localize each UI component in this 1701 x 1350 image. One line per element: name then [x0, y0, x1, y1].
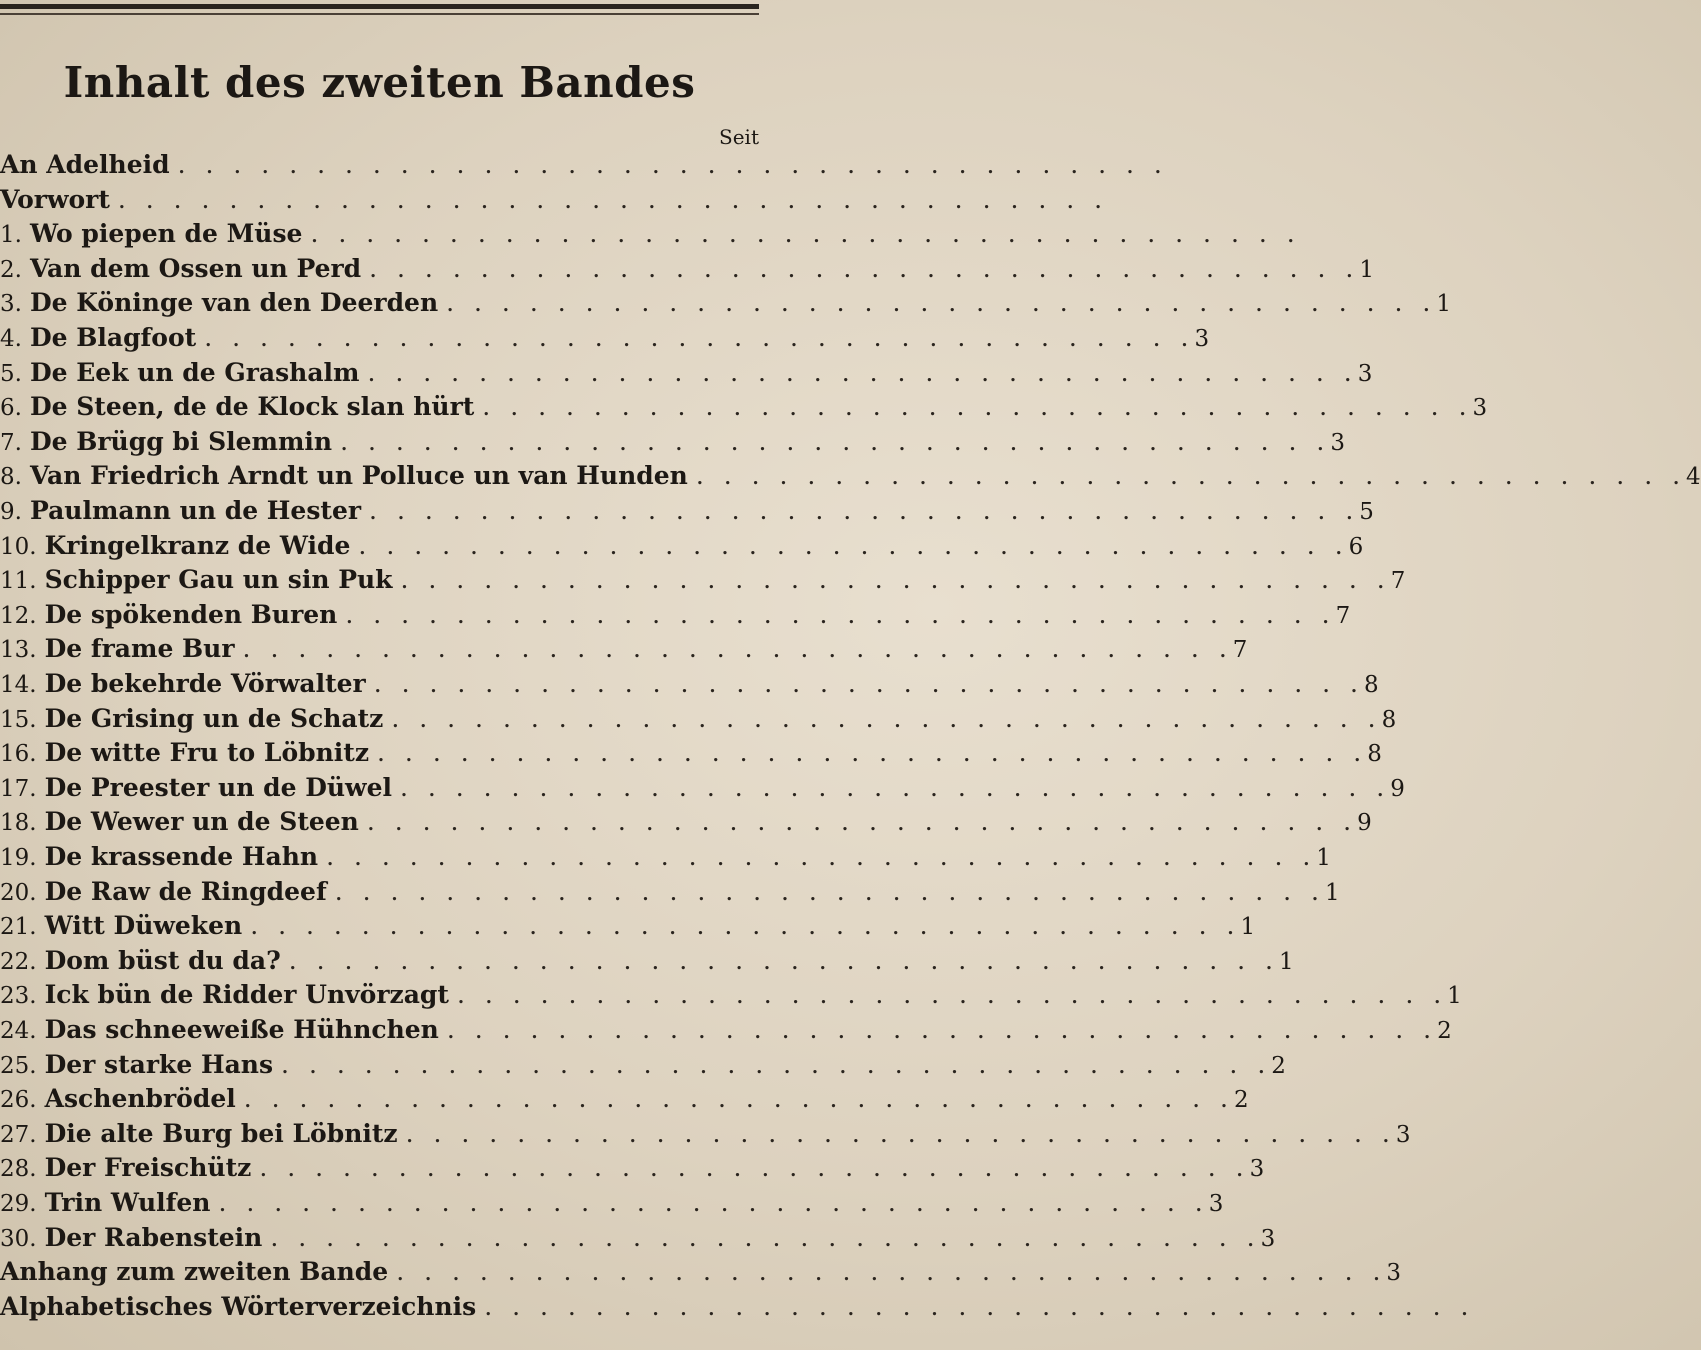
toc-entry	[0, 1254, 1402, 1289]
entry-number: 20.	[0, 879, 37, 906]
entry-title: De spökenden Buren	[44, 599, 338, 629]
entry-number: 21.	[0, 914, 37, 941]
toc-entry	[0, 874, 1340, 909]
entry-page: 3	[1249, 1156, 1265, 1183]
entry-page: 8	[1367, 741, 1382, 768]
leader-dots: . . . . . . . . . . . . . . . . . . . . . . . . . . . . . . . . . . . .	[446, 288, 1437, 318]
entry-page: 2	[1437, 1018, 1452, 1044]
leader-dots: . . . . . . . . . . . . . . . . . . . . . . . . . . . . . . . . . . . .	[358, 530, 1349, 560]
entry-title: De Steen, de de Klock slan hürt	[29, 392, 475, 422]
toc-entry	[0, 770, 1405, 805]
leader-dots: . . . . . . . . . . . . . . . . . . . . . . . . . . . . . . . . . . . .	[310, 219, 1301, 249]
entry-page: 3	[1386, 1260, 1402, 1287]
entry-title: Kringelkranz de Wide	[44, 530, 351, 560]
entry-title: Der Freischütz	[44, 1153, 252, 1183]
leader-dots: . . . . . . . . . . . . . . . . . . . . . . . . . . . . . . . . . . . .	[117, 184, 1109, 214]
entry-title: Vorwort	[0, 184, 110, 214]
top-rule-thin	[0, 13, 759, 15]
toc-entry	[0, 251, 1375, 286]
entry-page: 1	[1359, 256, 1375, 283]
toc-entry	[0, 389, 1488, 424]
entry-page: 4	[1686, 464, 1701, 491]
entry-page: 3	[1330, 429, 1345, 456]
entry-page: 8	[1363, 672, 1379, 698]
entry-number: 7.	[0, 429, 22, 456]
entry-page: 7	[1232, 637, 1248, 664]
entry-title: Van dem Ossen un Perd	[29, 253, 362, 283]
entry-page: 5	[1359, 499, 1374, 525]
entry-title: Der Rabenstein	[44, 1222, 263, 1252]
entry-number: 6.	[0, 395, 22, 422]
entry-page: 3	[1208, 1191, 1224, 1217]
entry-page: 1	[1240, 914, 1256, 941]
entry-number: 16.	[0, 741, 37, 768]
toc-entry	[0, 735, 1382, 770]
entry-title: De krassende Hahn	[44, 842, 319, 871]
leader-dots: . . . . . . . . . . . . . . . . . . . . . . . . . . . . . . . . . . . .	[177, 150, 1168, 179]
entry-title: An Adelheid	[0, 150, 170, 179]
toc-entry	[0, 424, 1345, 459]
leader-dots: . . . . . . . . . . . . . . . . . . . . . . . . . . . . . . . . . . . .	[366, 807, 1358, 837]
leader-dots: . . . . . . . . . . . . . . . . . . . . . . . . . . . . . . . . . . . .	[405, 1118, 1396, 1148]
entry-title: Trin Wulfen	[44, 1188, 211, 1217]
leader-dots: . . . . . . . . . . . . . . . . . . . . . . . . . . . . . . . . . . . .	[396, 1257, 1387, 1287]
leader-dots: . . . . . . . . . . . . . . . . . . . . . . . . . . . . . . . . . . . .	[400, 565, 1391, 595]
entry-page: 9	[1390, 775, 1405, 802]
leader-dots: . . . . . . . . . . . . . . . . . . . . . . . . . . . . . . . . . . . .	[218, 1188, 1209, 1217]
toc-entry	[0, 562, 1406, 597]
toc-entry	[0, 666, 1379, 701]
leader-dots: . . . . . . . . . . . . . . . . . . . . . . . . . . . . . . . . . . . .	[367, 357, 1358, 387]
entry-number: 3.	[0, 291, 22, 318]
leader-dots: . . . . . . . . . . . . . . . . . . . . . . . . . . . . . . . . . . . .	[281, 1049, 1272, 1079]
leader-dots: . . . . . . . . . . . . . . . . . . . . . . . . . . . . . . . . . . . .	[484, 1291, 1475, 1321]
leader-dots: . . . . . . . . . . . . . . . . . . . . . . . . . . . . . . . . . . . .	[270, 1222, 1261, 1252]
entry-title: Dom büst du da?	[44, 945, 281, 975]
entry-title: Paulmann un de Hester	[29, 496, 362, 525]
entry-number: 1.	[0, 222, 22, 249]
toc-entry	[0, 182, 1109, 217]
entry-title: Ick bün de Ridder Unvörzagt	[44, 980, 449, 1010]
entry-title: Anhang zum zweiten Bande	[0, 1257, 389, 1287]
entry-page: 8	[1381, 706, 1397, 733]
entry-title: Aschenbrödel	[44, 1084, 236, 1114]
entry-title: Witt Düweken	[44, 911, 243, 941]
leader-dots: . . . . . . . . . . . . . . . . . . . . . . . . . . . . . . . . . . . .	[369, 253, 1360, 283]
leader-dots: . . . . . . . . . . . . . . . . . . . . . . . . . . . . . . . . . . . .	[446, 1015, 1438, 1044]
leader-dots: . . . . . . . . . . . . . . . . . . . . . . . . . . . . . . . . . . . .	[242, 634, 1233, 664]
leader-dots: . . . . . . . . . . . . . . . . . . . . . . . . . . . . . . . . . . . .	[243, 1084, 1234, 1114]
toc-entry	[0, 839, 1331, 874]
entry-page: 1	[1316, 845, 1331, 871]
entry-title: De Köninge van den Deerden	[29, 288, 439, 318]
entry-page: 7	[1390, 568, 1406, 595]
entry-title: Alphabetisches Wörterverzeichnis	[0, 1291, 477, 1321]
entry-number: 11.	[0, 568, 37, 595]
toc-entry	[0, 804, 1372, 839]
entry-number: 27.	[0, 1121, 37, 1148]
leader-dots: . . . . . . . . . . . . . . . . . . . . . . . . . . . . . . . . . . . .	[345, 599, 1336, 629]
leader-dots: . . . . . . . . . . . . . . . . . . . . . . . . . . . . . . . . . . . .	[326, 842, 1317, 871]
toc-entry	[0, 908, 1256, 943]
entry-number: 2.	[0, 256, 22, 283]
entry-page: 1	[1279, 948, 1294, 975]
entry-number: 8.	[0, 464, 22, 491]
leader-dots: . . . . . . . . . . . . . . . . . . . . . . . . . . . . . . . . . . . .	[288, 945, 1279, 975]
entry-title: De Blagfoot	[29, 323, 197, 352]
toc-entry	[0, 1185, 1224, 1220]
toc-entry	[0, 977, 1462, 1012]
entry-title: De witte Fru to Löbnitz	[44, 738, 370, 768]
entry-number: 5.	[0, 360, 22, 387]
toc-entry	[0, 216, 1301, 251]
toc-entry	[0, 1220, 1276, 1255]
entry-number: 4.	[0, 326, 22, 352]
entry-title: De frame Bur	[44, 634, 235, 664]
leader-dots: . . . . . . . . . . . . . . . . . . . . . . . . . . . . . . . . . . . .	[399, 772, 1391, 802]
toc-entry	[0, 1047, 1286, 1082]
entry-page: 9	[1357, 810, 1372, 837]
entry-number: 18.	[0, 810, 37, 837]
entry-number: 14.	[0, 672, 37, 698]
entry-page: 2	[1233, 1087, 1249, 1114]
entry-number: 22.	[0, 948, 37, 975]
entry-number: 10.	[0, 533, 37, 560]
toc-entry	[0, 1081, 1249, 1116]
page-title: Inhalt des zweiten Bandes	[63, 58, 696, 107]
toc-entry	[0, 493, 1374, 528]
entry-title: Wo piepen de Müse	[29, 219, 303, 249]
entry-title: De Eek un de Grashalm	[29, 357, 360, 387]
entry-page: 2	[1271, 1052, 1286, 1079]
entry-title: Das schneeweiße Hühnchen	[44, 1015, 439, 1044]
toc-entry	[0, 943, 1294, 978]
entry-title: De Preester un de Düwel	[44, 772, 392, 802]
leader-dots: . . . . . . . . . . . . . . . . . . . . . . . . . . . . . . . . . . . .	[373, 669, 1364, 698]
leader-dots: . . . . . . . . . . . . . . . . . . . . . . . . . . . . . . . . . . . .	[334, 876, 1325, 906]
leader-dots: . . . . . . . . . . . . . . . . . . . . . . . . . . . . . . . . . . . .	[695, 461, 1687, 491]
leader-dots: . . . . . . . . . . . . . . . . . . . . . . . . . . . . . . . . . . . .	[482, 392, 1473, 422]
leader-dots: . . . . . . . . . . . . . . . . . . . . . . . . . . . . . . . . . . . .	[377, 738, 1368, 768]
toc-entry	[0, 701, 1397, 736]
entry-page: 3	[1357, 360, 1373, 387]
entry-page: 3	[1395, 1121, 1411, 1148]
entry-title: De Brügg bi Slemmin	[29, 426, 333, 456]
entry-page: 3	[1194, 326, 1210, 352]
leader-dots: . . . . . . . . . . . . . . . . . . . . . . . . . . . . . . . . . . . .	[456, 980, 1448, 1010]
entry-number: 30.	[0, 1225, 37, 1252]
toc-entry	[0, 320, 1210, 355]
leader-dots: . . . . . . . . . . . . . . . . . . . . . . . . . . . . . . . . . . . .	[259, 1153, 1250, 1183]
leader-dots: . . . . . . . . . . . . . . . . . . . . . . . . . . . . . . . . . . . .	[391, 703, 1382, 733]
toc-entry	[0, 285, 1452, 320]
entry-title: Van Friedrich Arndt un Polluce un van Hunden	[29, 461, 688, 491]
toc-entry	[0, 147, 1168, 182]
entry-title: De Grising un de Schatz	[44, 703, 384, 733]
toc-entry	[0, 355, 1373, 390]
toc-entry	[0, 597, 1351, 632]
leader-dots: . . . . . . . . . . . . . . . . . . . . . . . . . . . . . . . . . . . .	[204, 323, 1195, 352]
entry-page: 1	[1324, 879, 1340, 906]
entry-number: 13.	[0, 637, 37, 664]
entry-number: 26.	[0, 1087, 37, 1114]
entry-number: 28.	[0, 1156, 37, 1183]
page-column-header: Seit	[719, 125, 759, 149]
toc-entry	[0, 528, 1364, 563]
entry-title: De bekehrde Vörwalter	[44, 669, 366, 698]
leader-dots: . . . . . . . . . . . . . . . . . . . . . . . . . . . . . . . . . . . .	[369, 496, 1360, 525]
leader-dots: . . . . . . . . . . . . . . . . . . . . . . . . . . . . . . . . . . . .	[250, 911, 1241, 941]
entry-number: 19.	[0, 845, 37, 871]
toc-entry	[0, 458, 1701, 493]
entry-number: 12.	[0, 602, 37, 629]
entry-number: 29.	[0, 1191, 37, 1217]
entry-title: Die alte Burg bei Löbnitz	[44, 1118, 398, 1148]
entry-page: 7	[1335, 602, 1351, 629]
entry-title: Der starke Hans	[44, 1049, 274, 1079]
entry-title: De Raw de Ringdeef	[44, 876, 327, 906]
entry-number: 17.	[0, 775, 37, 802]
toc-entry	[0, 1116, 1411, 1151]
toc-entry	[0, 631, 1248, 666]
entry-page: 1	[1447, 983, 1462, 1010]
leader-dots: . . . . . . . . . . . . . . . . . . . . . . . . . . . . . . . . . . . .	[340, 426, 1331, 456]
entry-title: Schipper Gau un sin Puk	[44, 565, 393, 595]
toc-entry	[0, 1012, 1452, 1047]
entry-number: 23.	[0, 983, 37, 1010]
entry-page: 3	[1260, 1225, 1276, 1252]
entry-number: 9.	[0, 499, 22, 525]
toc-entry	[0, 1289, 1475, 1324]
entry-page: 6	[1348, 533, 1364, 560]
entry-page: 3	[1472, 395, 1488, 422]
entry-number: 24.	[0, 1018, 37, 1044]
toc-entry	[0, 1150, 1265, 1185]
entry-number: 15.	[0, 706, 37, 733]
entry-number: 25.	[0, 1052, 37, 1079]
entry-title: De Wewer un de Steen	[44, 807, 359, 837]
entry-page: 1	[1436, 291, 1452, 318]
top-rule	[0, 4, 759, 9]
